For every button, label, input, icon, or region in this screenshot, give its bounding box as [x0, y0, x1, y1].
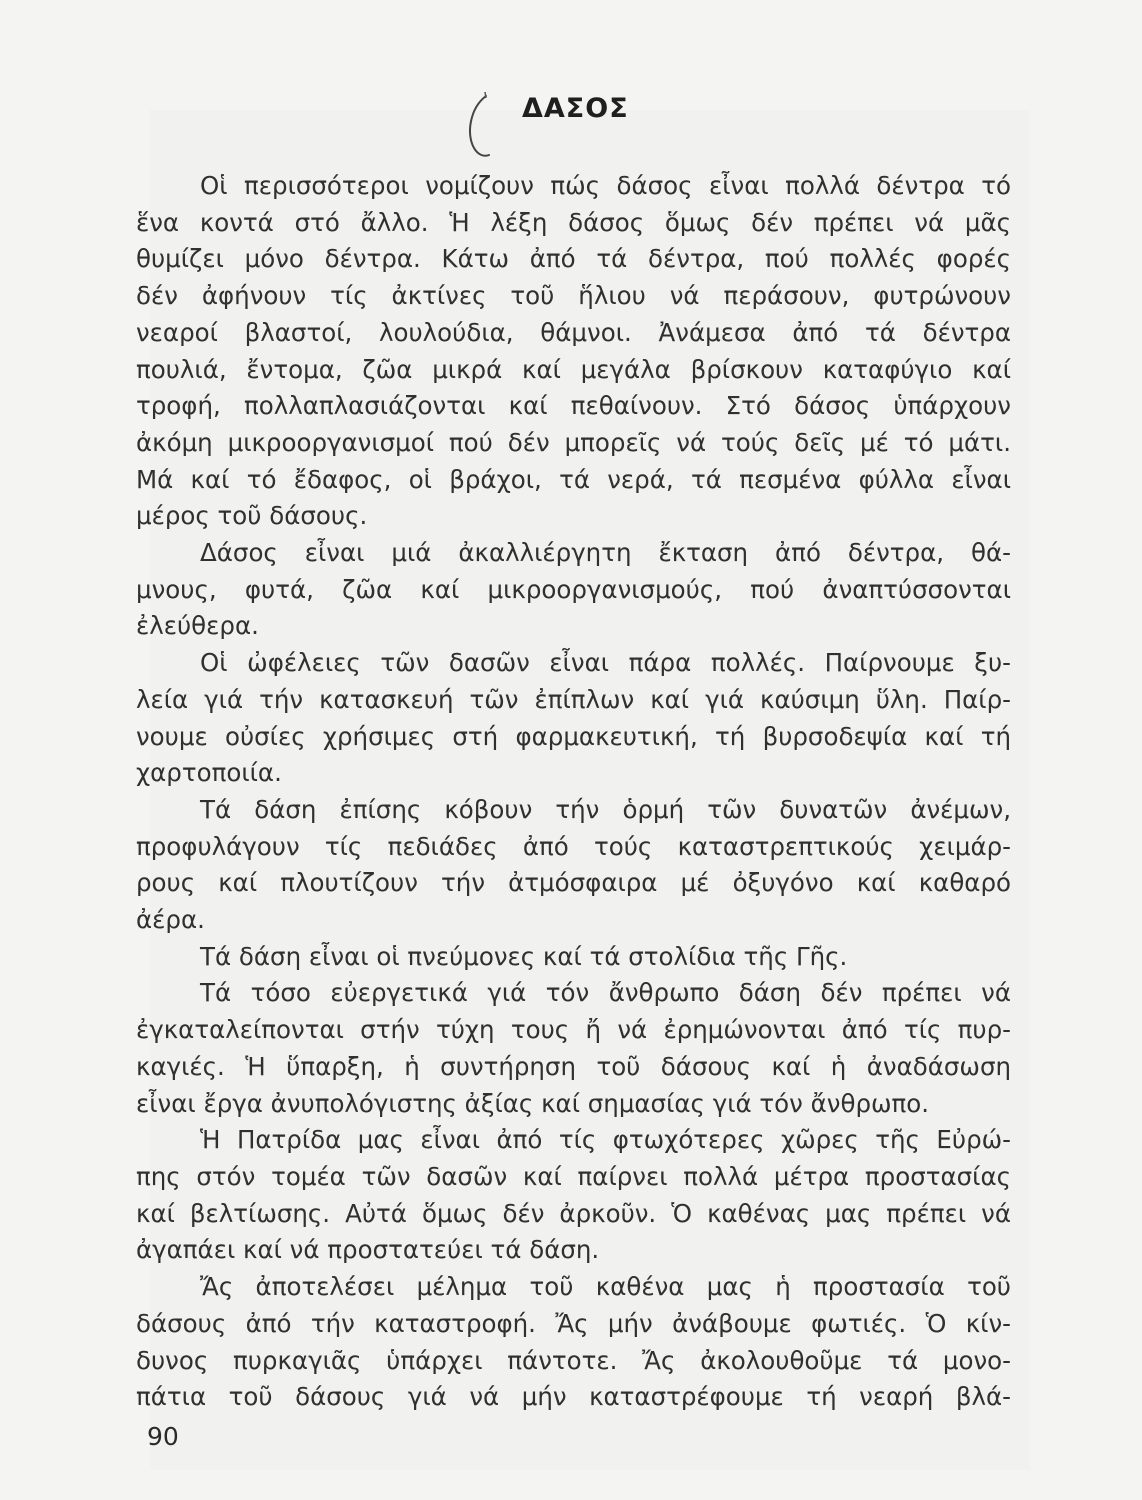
text-line: πης στόν τομέα τῶν δασῶν καί παίρνει πολλά μέτρα προστασίας: [136, 1161, 1011, 1191]
handwritten-bracket-mark: [462, 86, 502, 166]
paragraph: [136, 792, 1011, 939]
text-line: Μά καί τό ἔδαφος, οἱ βράχοι, τά νερά, τά πεσμένα φύλλα εἶναι: [136, 464, 1011, 494]
text-line: μνους, φυτά, ζῶα καί μικροοργανισμούς, πού ἀναπτύσσονται: [136, 574, 1011, 604]
text-line: Οἱ περισσότεροι νομίζουν πώς δάσος εἶναι πολλά δέντρα τό: [200, 171, 1011, 200]
paragraph: [136, 535, 1011, 645]
text-line: Τά δάση ἐπίσης κόβουν τήν ὁρμή τῶν δυνατῶν ἀνέμων,: [200, 794, 1011, 824]
page-title: ΔΑΣΟΣ: [522, 93, 629, 124]
text-line: προφυλάγουν τίς πεδιάδες ἀπό τούς καταστρεπτικούς χειμάρ-: [136, 831, 1011, 861]
text-line: Τά δάση εἶναι οἱ πνεύμονες καί τά στολίδια τῆς Γῆς.: [200, 941, 848, 971]
text-line: χαρτοποιία.: [136, 758, 282, 788]
text-line: τροφή, πολλαπλασιάζονται καί πεθαίνουν. Στό δάσος ὑπάρχουν: [136, 391, 1011, 421]
text-line: καί βελτίωσης. Αὐτά ὅμως δέν ἀρκοῦν. Ὁ καθένας μας πρέπει νά: [136, 1198, 1011, 1228]
text-line: ἀέρα.: [136, 905, 205, 935]
text-line: ἀκόμη μικροοργανισμοί πού δέν μπορεῖς νά τούς δεῖς μέ τό μάτι.: [136, 427, 1011, 457]
text-line: Οἱ ὠφέλειες τῶν δασῶν εἶναι πάρα πολλές. Παίρνουμε ξυ-: [200, 648, 1011, 678]
paragraph: [136, 168, 1011, 535]
text-line: δάσους ἀπό τήν καταστροφή. Ἄς μήν ἀνάβουμε φωτιές. Ὁ κίν-: [136, 1308, 1011, 1338]
page-number: 90: [147, 1422, 179, 1451]
text-line: Ἄς ἀποτελέσει μέλημα τοῦ καθένα μας ἡ προστασία τοῦ: [200, 1272, 1011, 1302]
text-line: ἐλεύθερα.: [136, 611, 259, 641]
text-line: Ἡ Πατρίδα μας εἶναι ἀπό τίς φτωχότερες χῶρες τῆς Εὐρώ-: [200, 1125, 1011, 1155]
text-line: πάτια τοῦ δάσους γιά νά μήν καταστρέφουμε τή νεαρή βλά-: [136, 1382, 1011, 1412]
text-line: ἕνα κοντά στό ἄλλο. Ἡ λέξη δάσος ὅμως δέν πρέπει νά μᾶς: [136, 207, 1011, 237]
text-line: εἶναι ἔργα ἀνυπολόγιστης ἀξίας καί σημασίας γιά τόν ἄνθρωπο.: [136, 1088, 930, 1118]
paragraph: [136, 645, 1011, 792]
text-line: πουλιά, ἔντομα, ζῶα μικρά καί μεγάλα βρίσκουν καταφύγιο καί: [136, 354, 1011, 384]
paragraph: [136, 1269, 1011, 1416]
text-line: Τά τόσο εὐεργετικά γιά τόν ἄνθρωπο δάση δέν πρέπει νά: [200, 978, 1011, 1008]
text-line: δέν ἀφήνουν τίς ἀκτίνες τοῦ ἥλιου νά περάσουν, φυτρώνουν: [136, 281, 1011, 311]
text-line: δυνος πυρκαγιᾶς ὑπάρχει πάντοτε. Ἄς ἀκολουθοῦμε τά μονο-: [136, 1345, 1011, 1375]
text-line: λεία γιά τήν κατασκευή τῶν ἐπίπλων καί γιά καύσιμη ὕλη. Παίρ-: [136, 684, 1011, 714]
text-line: ἀγαπάει καί νά προστατεύει τά δάση.: [136, 1235, 600, 1265]
text-line: ἐγκαταλείπονται στήν τύχη τους ἤ νά ἐρημώνονται ἀπό τίς πυρ-: [136, 1015, 1011, 1045]
body-text: [136, 168, 1011, 1416]
text-line: Δάσος εἶναι μιά ἀκαλλιέργητη ἔκταση ἀπό δέντρα, θά-: [200, 538, 1011, 568]
text-line: ρους καί πλουτίζουν τήν ἀτμόσφαιρα μέ ὀξυγόνο καί καθαρό: [136, 868, 1011, 898]
text-line: θυμίζει μόνο δέντρα. Κάτω ἀπό τά δέντρα, πού πολλές φορές: [136, 244, 1011, 274]
text-line: μέρος τοῦ δάσους.: [136, 501, 368, 531]
text-line: καγιές. Ἡ ὕπαρξη, ἡ συντήρηση τοῦ δάσους καί ἡ ἀναδάσωση: [136, 1051, 1011, 1081]
paragraph: [136, 975, 1011, 1122]
text-line: νουμε οὐσίες χρήσιμες στή φαρμακευτική, τή βυρσοδεψία καί τή: [136, 721, 1011, 751]
paragraph: [136, 1122, 1011, 1269]
text-line: νεαροί βλαστοί, λουλούδια, θάμνοι. Ἀνάμεσα ἀπό τά δέντρα: [136, 317, 1011, 347]
paragraph: [136, 939, 1011, 976]
